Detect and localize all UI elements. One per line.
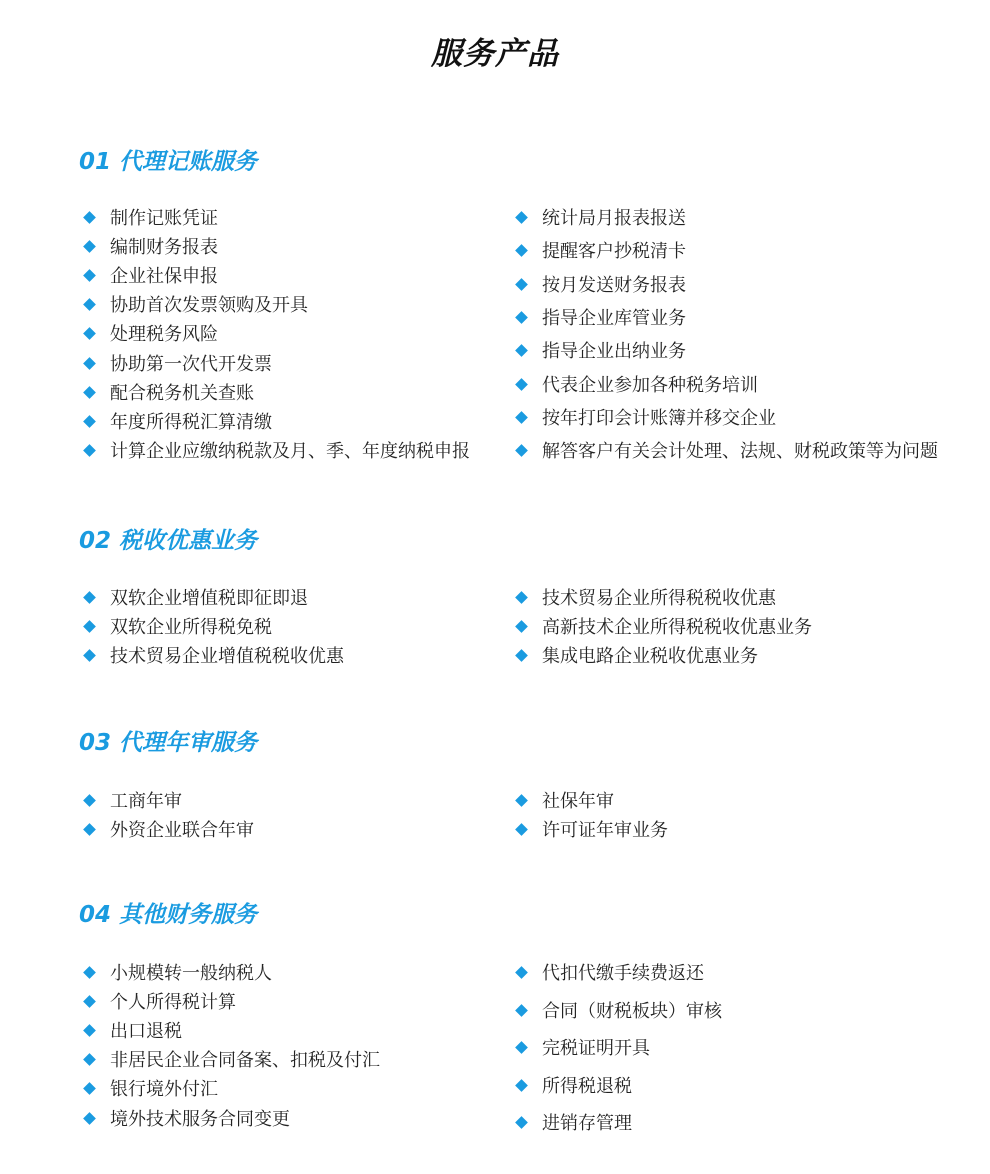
page-title: 服务产品 (431, 36, 559, 72)
diamond-bullet-icon (83, 211, 96, 224)
list-item-label: 提醒客户抄税清卡 (542, 241, 686, 263)
list-item-label: 指导企业库管业务 (542, 307, 686, 329)
list-item-label: 出口退税 (110, 1021, 182, 1043)
diamond-bullet-icon (515, 649, 528, 662)
diamond-bullet-icon (83, 357, 96, 370)
diamond-bullet-icon (83, 966, 96, 979)
diamond-bullet-icon (515, 278, 528, 291)
list-item-label: 进销存管理 (542, 1113, 632, 1134)
diamond-bullet-icon (515, 1116, 528, 1129)
list-item-label: 代表企业参加各种税务培训 (542, 374, 758, 396)
list-item-label: 制作记账凭证 (110, 208, 218, 229)
diamond-bullet-icon (83, 823, 96, 836)
diamond-bullet-icon (83, 591, 96, 604)
list-item-label: 代扣代缴手续费返还 (542, 963, 704, 984)
list-item-label: 技术贸易企业所得税税收优惠 (542, 588, 776, 609)
list-item-label: 双软企业增值税即征即退 (110, 588, 308, 609)
diamond-bullet-icon (515, 1079, 528, 1092)
diamond-bullet-icon (83, 995, 96, 1008)
list-item-label: 年度所得税汇算清缴 (110, 411, 272, 433)
diamond-bullet-icon (83, 444, 96, 457)
list-item-label: 个人所得税计算 (110, 992, 236, 1014)
list-item-label: 按月发送财务报表 (542, 274, 686, 296)
list-item-label: 解答客户有关会计处理、法规、财税政策等为问题 (542, 441, 938, 463)
list-item-label: 协助首次发票领购及开具 (110, 295, 308, 317)
list-item-label: 所得税退税 (542, 1075, 632, 1097)
list-item-label: 社保年审 (542, 791, 614, 812)
diamond-bullet-icon (515, 378, 528, 391)
list-item-label: 指导企业出纳业务 (542, 341, 686, 363)
list-item-label: 工商年审 (110, 791, 182, 812)
diamond-bullet-icon (83, 328, 96, 341)
diamond-bullet-icon (515, 966, 528, 979)
diamond-bullet-icon (515, 620, 528, 633)
diamond-bullet-icon (515, 311, 528, 324)
diamond-bullet-icon (83, 269, 96, 282)
list-item-label: 许可证年审业务 (542, 820, 668, 841)
section-heading: 04 其他财务服务 (79, 902, 258, 928)
list-item-label: 外资企业联合年审 (110, 820, 254, 841)
diamond-bullet-icon (83, 620, 96, 633)
list-item-label: 高新技术企业所得税税收优惠业务 (542, 617, 812, 638)
list-item-label: 企业社保申报 (110, 266, 218, 288)
diamond-bullet-icon (83, 649, 96, 662)
diamond-bullet-icon (83, 1053, 96, 1066)
diamond-bullet-icon (515, 591, 528, 604)
list-item-label: 合同（财税板块）审核 (542, 1000, 722, 1022)
diamond-bullet-icon (515, 244, 528, 257)
list-item-label: 编制财务报表 (110, 237, 218, 259)
list-item-label: 集成电路企业税收优惠业务 (542, 646, 758, 667)
list-item-label: 境外技术服务合同变更 (110, 1108, 290, 1130)
list-item-label: 计算企业应缴纳税款及月、季、年度纳税申报 (110, 440, 470, 462)
diamond-bullet-icon (83, 298, 96, 311)
list-item-label: 处理税务风险 (110, 324, 218, 346)
diamond-bullet-icon (515, 823, 528, 836)
diamond-bullet-icon (83, 240, 96, 253)
list-item-label: 按年打印会计账簿并移交企业 (542, 407, 776, 429)
list-item-label: 统计局月报表报送 (542, 208, 686, 229)
diamond-bullet-icon (515, 411, 528, 424)
section-heading: 01 代理记账服务 (79, 149, 258, 175)
list-item-label: 双软企业所得税免税 (110, 617, 272, 638)
diamond-bullet-icon (515, 1004, 528, 1017)
list-item-label: 银行境外付汇 (110, 1079, 218, 1101)
diamond-bullet-icon (83, 1083, 96, 1096)
diamond-bullet-icon (83, 415, 96, 428)
section-heading: 03 代理年审服务 (79, 730, 258, 756)
diamond-bullet-icon (515, 211, 528, 224)
diamond-bullet-icon (515, 344, 528, 357)
diamond-bullet-icon (515, 1041, 528, 1054)
diamond-bullet-icon (83, 794, 96, 807)
list-item-label: 技术贸易企业增值税税收优惠 (110, 646, 344, 667)
list-item-label: 配合税务机关查账 (110, 382, 254, 404)
diamond-bullet-icon (83, 1112, 96, 1125)
list-item-label: 小规模转一般纳税人 (110, 963, 272, 984)
diamond-bullet-icon (515, 444, 528, 457)
list-item-label: 协助第一次代开发票 (110, 353, 272, 375)
list-item-label: 完税证明开具 (542, 1038, 650, 1059)
diamond-bullet-icon (83, 386, 96, 399)
diamond-bullet-icon (515, 794, 528, 807)
list-item-label: 非居民企业合同备案、扣税及付汇 (110, 1050, 380, 1072)
section-heading: 02 税收优惠业务 (79, 528, 258, 554)
diamond-bullet-icon (83, 1024, 96, 1037)
